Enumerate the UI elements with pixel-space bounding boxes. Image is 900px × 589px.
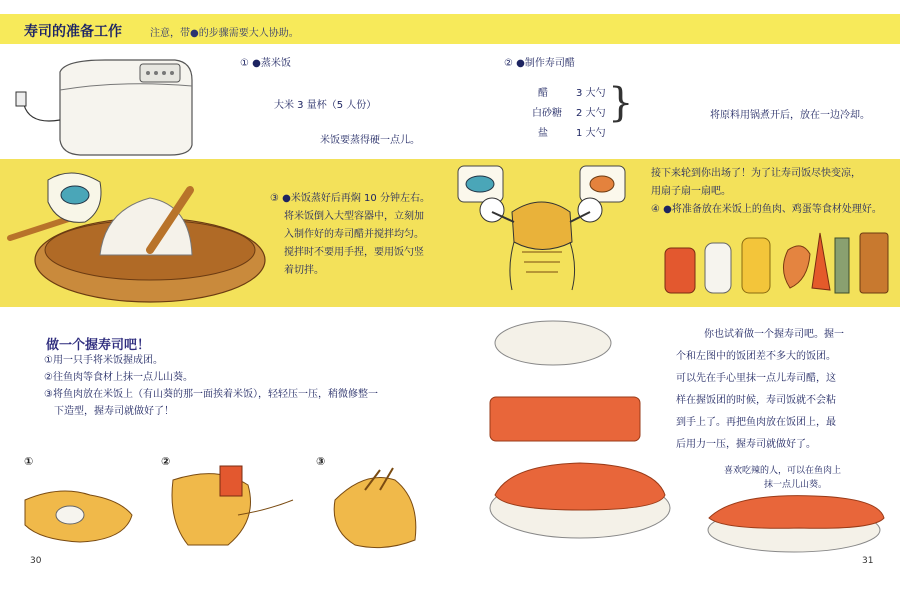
step4-line: ④ ●将准备放在米饭上的鱼肉、鸡蛋等食材处理好。 [651, 204, 882, 215]
nigiri-step: ③将鱼肉放在米饭上（有山葵的那一面挨着米饭），轻轻压一压，稍微修整一 [44, 389, 378, 400]
ingredient-row [532, 84, 612, 104]
hand-line: 个和左图中的饭团差不多大的饭团。 [676, 351, 836, 362]
nigiri-step: 下造型，握寿司就做好了！ [54, 406, 174, 417]
hand-line: 样在握饭团的时候，寿司饭就不会粘 [676, 395, 836, 406]
rice-amount: 大米 3 量杯（5 人份） [274, 100, 377, 111]
hand-pressing-illustration [325, 460, 435, 555]
step3-line: 着切拌。 [284, 265, 324, 276]
ingredient-name: 白砂糖 [532, 108, 562, 119]
page-number-left: 30 [30, 556, 42, 566]
ingredient-name: 盐 [538, 128, 548, 139]
cat-with-fans-illustration [452, 162, 642, 302]
hand-step-marker: ② [161, 455, 171, 468]
vinegar-instruction: 将原料用锅煮开后，放在一边冷却。 [710, 110, 870, 121]
step3-text [270, 190, 430, 280]
hand-step-marker: ③ [316, 455, 326, 468]
nigiri-steps [44, 352, 378, 420]
ingredient-row [532, 104, 612, 124]
sushi-tub-illustration [0, 160, 265, 310]
hand-note-line: 抹一点儿山葵。 [764, 480, 828, 490]
hand-line: 到手上了。再把鱼肉放在饭团上，最 [676, 417, 836, 428]
ingredient-name: 醋 [538, 88, 548, 99]
page-title: 寿司的准备工作 [24, 24, 122, 40]
rice-tip: 米饭要蒸得硬一点儿。 [320, 135, 420, 146]
hand-line: 可以先在手心里抹一点儿寿司醋，这 [676, 373, 836, 384]
nigiri-step: ①用一只手将米饭握成团。 [44, 355, 163, 366]
handwritten-paragraph [676, 324, 844, 456]
hand-line: 你也试着做一个握寿司吧。握一 [704, 329, 844, 340]
hand-shaping-rice-illustration [20, 470, 140, 550]
step3-line: 将米饭倒入大型容器中，立刻加 [284, 211, 424, 222]
step3-line: 搅拌时不要用手捏，要用饭勺竖 [284, 247, 424, 258]
nigiri-step: ②往鱼肉等食材上抹一点儿山葵。 [44, 372, 193, 383]
ingredient-qty: 3 大勺 [576, 88, 606, 99]
ingredient-row [532, 124, 612, 144]
hand-step-marker: ① [24, 455, 34, 468]
ingredient-qty: 2 大勺 [576, 108, 606, 119]
page-number-right: 31 [862, 556, 874, 566]
step2-label: ② ●制作寿司醋 [504, 58, 575, 69]
step3-line: ③ ●米饭蒸好后再焖 10 分钟左右。 [270, 193, 430, 204]
step4-line: 用扇子扇一扇吧。 [651, 186, 731, 197]
header-band [0, 14, 900, 44]
toppings-illustration [660, 228, 900, 303]
hand-line: 后用力一压，握寿司就做好了。 [676, 439, 816, 450]
rice-cooker-illustration [10, 50, 200, 160]
nigiri-heading: 做一个握寿司吧！ [46, 338, 151, 353]
brace: } [608, 80, 634, 126]
hand-note-line: 喜欢吃辣的人，可以在鱼肉上 [724, 466, 842, 476]
step4-text [651, 165, 882, 219]
hand-wasabi-illustration [168, 460, 298, 550]
finished-nigiri-illustration [704, 488, 889, 558]
header-note: 注意，带●的步骤需要大人协助。 [150, 28, 299, 39]
step3-line: 入制作好的寿司醋并搅拌均匀。 [284, 229, 424, 240]
step1-label: ① ●蒸米饭 [240, 58, 291, 69]
vinegar-ingredients [532, 84, 612, 144]
nigiri-sequence-illustration [490, 315, 690, 575]
step4-line: 接下来轮到你出场了！为了让寿司饭尽快变凉， [651, 168, 861, 179]
ingredient-qty: 1 大勺 [576, 128, 606, 139]
